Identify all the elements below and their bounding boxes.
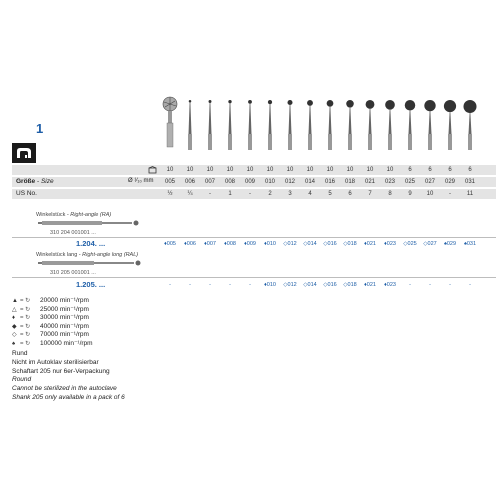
bur-018 bbox=[340, 92, 360, 154]
table-cell: ◇014 bbox=[303, 241, 317, 247]
table-cell: ¼ bbox=[187, 191, 193, 197]
table-cell: 7 bbox=[368, 191, 372, 197]
table-cell: ◇025 bbox=[403, 241, 417, 247]
table-cell: 010 bbox=[264, 179, 275, 185]
table-cell: 008 bbox=[224, 179, 235, 185]
table-cell: 6 bbox=[448, 167, 452, 173]
table-cell: ♦010 bbox=[264, 241, 276, 247]
bur-029 bbox=[440, 92, 460, 154]
rotation-icon: = ↻ bbox=[20, 332, 31, 339]
notes bbox=[12, 350, 125, 403]
table-cell: 10 bbox=[186, 167, 194, 173]
rotation-icon: = ↻ bbox=[20, 340, 31, 347]
speed-symbol: △ bbox=[12, 306, 17, 313]
ra-article-number: 1.204. ... bbox=[76, 239, 106, 248]
table-cell: ◇014 bbox=[303, 282, 317, 288]
section-ra-label: Winkelstück - Right-angle (RA) bbox=[36, 212, 112, 218]
note-de-2: Schaftart 205 nur 6er-Verpackung bbox=[12, 367, 110, 375]
ral-shank-illustration bbox=[38, 259, 148, 267]
us-number-row bbox=[160, 189, 480, 199]
table-cell: 1 bbox=[228, 191, 232, 197]
table-cell: 018 bbox=[344, 179, 355, 185]
legend-item bbox=[12, 314, 93, 323]
table-cell: 10 bbox=[426, 191, 434, 197]
table-cell: ♦008 bbox=[224, 241, 236, 247]
us-label: US No. bbox=[16, 190, 37, 197]
bur-027 bbox=[420, 92, 440, 154]
pack-count-row bbox=[160, 165, 480, 175]
legend-item bbox=[12, 331, 93, 340]
section-ral-label: Winkelstück lang - Right-angle long (RAL) bbox=[36, 252, 139, 258]
table-cell: 10 bbox=[226, 167, 234, 173]
table-cell: 10 bbox=[246, 167, 254, 173]
table-cell: - bbox=[209, 282, 211, 288]
bur-008 bbox=[220, 92, 240, 154]
table-cell: 6 bbox=[468, 167, 472, 173]
table-cell: - bbox=[169, 282, 171, 288]
speed-value: 40000 min⁻¹/rpm bbox=[40, 322, 89, 330]
legend-item bbox=[12, 297, 93, 306]
table-cell: ♦010 bbox=[264, 282, 276, 288]
note-de-1: Nicht im Autoklav sterilisierbar bbox=[12, 358, 99, 366]
table-cell: - bbox=[429, 282, 431, 288]
bur-014 bbox=[300, 92, 320, 154]
table-cell: 10 bbox=[346, 167, 354, 173]
table-cell: - bbox=[229, 282, 231, 288]
speed-symbol: ◆ bbox=[12, 323, 17, 330]
table-cell: - bbox=[469, 282, 471, 288]
rotation-icon: = ↻ bbox=[20, 306, 31, 313]
ra-availability-row bbox=[160, 239, 480, 249]
bur-012 bbox=[280, 92, 300, 154]
speed-value: 25000 min⁻¹/rpm bbox=[40, 305, 89, 313]
table-cell: 031 bbox=[464, 179, 475, 185]
table-cell: - bbox=[189, 282, 191, 288]
table-cell: 014 bbox=[304, 179, 315, 185]
table-cell: 10 bbox=[286, 167, 294, 173]
speed-symbol: ♠ bbox=[12, 340, 16, 347]
rotation-icon: = ↻ bbox=[20, 315, 31, 322]
speed-symbol: ◇ bbox=[12, 332, 17, 339]
bur-023 bbox=[380, 92, 400, 154]
ral-ref-code: 310 205 001001 ... bbox=[50, 270, 96, 276]
table-cell: ◇018 bbox=[343, 241, 357, 247]
legend-item bbox=[12, 340, 93, 349]
table-cell: ◇027 bbox=[423, 241, 437, 247]
table-cell: - bbox=[249, 282, 251, 288]
speed-symbol: ▲ bbox=[12, 298, 18, 304]
table-cell: ♦007 bbox=[204, 241, 216, 247]
table-cell: 009 bbox=[244, 179, 255, 185]
note-en-1: Cannot be sterilized in the autoclave bbox=[12, 385, 117, 393]
note-de-0: Rund bbox=[12, 350, 28, 357]
table-cell: 012 bbox=[284, 179, 295, 185]
legend-item bbox=[12, 306, 93, 315]
table-cell: 6 bbox=[408, 167, 412, 173]
table-cell: 007 bbox=[204, 179, 215, 185]
speed-value: 20000 min⁻¹/rpm bbox=[40, 297, 89, 304]
table-cell: 10 bbox=[306, 167, 314, 173]
table-cell: ♦021 bbox=[364, 282, 376, 288]
speed-value: 30000 min⁻¹/rpm bbox=[40, 314, 89, 322]
table-cell: 10 bbox=[366, 167, 374, 173]
table-cell: ♠031 bbox=[463, 241, 477, 247]
bur-010 bbox=[260, 92, 280, 154]
table-cell: 6 bbox=[348, 191, 352, 197]
bur-005 bbox=[160, 92, 180, 154]
table-cell: ♦009 bbox=[244, 241, 256, 247]
legend-item bbox=[12, 323, 93, 332]
table-cell: 3 bbox=[288, 191, 292, 197]
table-cell: 10 bbox=[266, 167, 274, 173]
table-cell: - bbox=[409, 282, 411, 288]
table-cell: 10 bbox=[386, 167, 394, 173]
bur-031 bbox=[460, 92, 480, 154]
bur-016 bbox=[320, 92, 340, 154]
table-cell: - bbox=[209, 191, 211, 197]
table-cell: ◇018 bbox=[343, 282, 357, 288]
table-cell: ♦023 bbox=[384, 282, 396, 288]
divider bbox=[12, 277, 496, 278]
bur-006 bbox=[180, 92, 200, 154]
handpiece-icon bbox=[12, 143, 36, 163]
table-cell: ◇012 bbox=[283, 282, 297, 288]
table-cell: ♦006 bbox=[184, 241, 196, 247]
table-cell: 10 bbox=[166, 167, 174, 173]
table-cell: ♦005 bbox=[164, 241, 176, 247]
table-cell: - bbox=[249, 191, 251, 197]
table-cell: 016 bbox=[324, 179, 335, 185]
rotation-icon: = ↻ bbox=[20, 323, 31, 330]
table-cell: ♦021 bbox=[364, 241, 376, 247]
table-cell: ½ bbox=[167, 191, 173, 197]
table-cell: 006 bbox=[184, 179, 195, 185]
table-cell: 10 bbox=[206, 167, 214, 173]
table-cell: ◇012 bbox=[283, 241, 297, 247]
table-cell: 5 bbox=[328, 191, 332, 197]
speed-value: 100000 min⁻¹/rpm bbox=[40, 339, 93, 347]
figure-number: 1 bbox=[36, 121, 44, 136]
package-icon bbox=[148, 166, 157, 174]
divider bbox=[12, 237, 496, 238]
ra-shank-illustration bbox=[38, 219, 148, 227]
table-cell: 6 bbox=[428, 167, 432, 173]
table-cell: ♦023 bbox=[384, 241, 396, 247]
rotation-icon: = ↻ bbox=[20, 298, 31, 304]
table-cell: ◇016 bbox=[323, 241, 337, 247]
table-cell: - bbox=[449, 191, 451, 197]
table-cell: 9 bbox=[408, 191, 412, 197]
table-cell: 11 bbox=[466, 191, 474, 197]
table-cell: 005 bbox=[164, 179, 175, 185]
table-cell: 10 bbox=[326, 167, 334, 173]
size-label: Größe - Size bbox=[16, 178, 54, 185]
speed-symbol: ♦ bbox=[12, 315, 16, 322]
table-cell: 029 bbox=[444, 179, 455, 185]
table-cell: 2 bbox=[268, 191, 272, 197]
bur-021 bbox=[360, 92, 380, 154]
table-cell: 025 bbox=[404, 179, 415, 185]
bur-025 bbox=[400, 92, 420, 154]
table-cell: - bbox=[449, 282, 451, 288]
bur-009 bbox=[240, 92, 260, 154]
ral-availability-row bbox=[160, 280, 480, 290]
bur-007 bbox=[200, 92, 220, 154]
ra-ref-code: 310 204 001001 ... bbox=[50, 230, 96, 236]
table-cell: 8 bbox=[388, 191, 392, 197]
note-en-2: Shank 205 only available in a pack of 6 bbox=[12, 393, 125, 401]
speed-value: 70000 min⁻¹/rpm bbox=[40, 331, 89, 339]
note-en-0: Round bbox=[12, 376, 32, 384]
table-cell: 023 bbox=[384, 179, 395, 185]
table-cell: 027 bbox=[424, 179, 435, 185]
ral-article-number: 1.205. ... bbox=[76, 280, 106, 289]
table-cell: ♠029 bbox=[443, 241, 457, 247]
table-cell: 4 bbox=[308, 191, 312, 197]
speed-legend bbox=[12, 297, 93, 349]
diameter-unit: Ø ¹⁄₁₀ mm bbox=[128, 178, 154, 184]
table-cell: ◇016 bbox=[323, 282, 337, 288]
size-row bbox=[160, 177, 480, 187]
table-cell: 021 bbox=[364, 179, 375, 185]
